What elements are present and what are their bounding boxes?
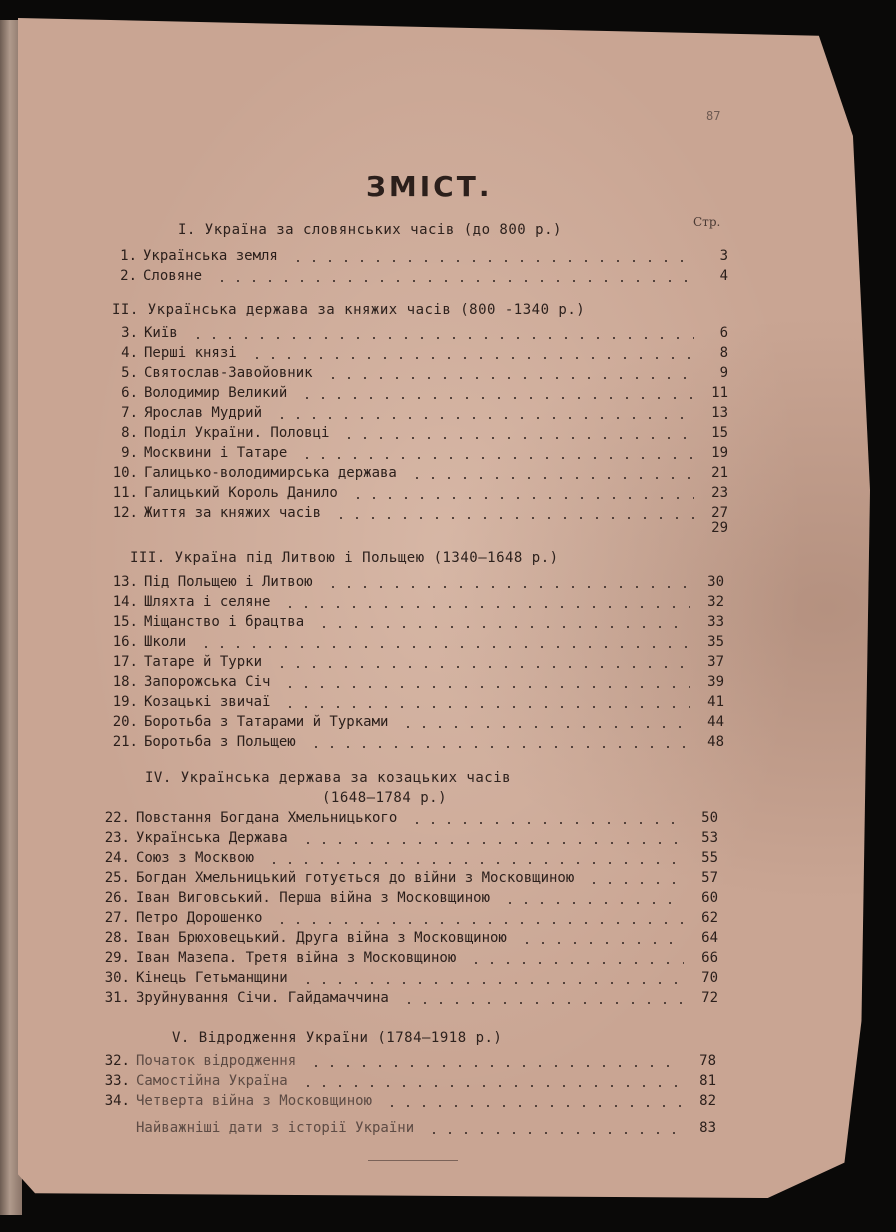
toc-entry[interactable] xyxy=(112,365,728,383)
dot-leader xyxy=(299,457,694,459)
entry-title: Богдан Хмельницький готується до війни з Московщиною xyxy=(136,870,575,886)
section-heading: III. Україна під Литвою і Польщею (1340—1648 р.) xyxy=(130,550,559,566)
entry-page: 60 xyxy=(701,890,718,906)
entry-title: Святослав-Завойовник xyxy=(144,365,313,381)
entry-number: 15. xyxy=(112,614,138,630)
entry-number: 18. xyxy=(112,674,138,690)
entry-page: 78 xyxy=(699,1053,716,1069)
toc-entry[interactable] xyxy=(104,1093,716,1111)
entry-title: Міщанство і брацтва xyxy=(144,614,305,630)
dot-leader xyxy=(308,746,690,748)
entry-title: Боротьба з Татарами й Турками xyxy=(144,714,389,730)
entry-number: 13. xyxy=(112,574,138,590)
entry-title: Шляхта і селяне xyxy=(144,594,271,610)
entry-page: 37 xyxy=(707,654,724,670)
toc-entry[interactable] xyxy=(112,714,724,732)
entry-title: Життя за княжих часів xyxy=(144,505,322,521)
dot-leader xyxy=(502,902,684,904)
entry-number: 2. xyxy=(120,268,137,284)
entry-number: 29. xyxy=(104,950,130,966)
entry-page: 55 xyxy=(701,850,718,866)
section-heading: I. Україна за словянських часів (до 800 р.) xyxy=(178,222,562,238)
entry-title: Володимир Великий xyxy=(144,385,288,401)
toc-entry[interactable] xyxy=(104,810,718,828)
entry-number: 23. xyxy=(104,830,130,846)
dot-leader xyxy=(409,477,694,479)
dot-leader xyxy=(299,397,694,399)
toc-entry[interactable] xyxy=(104,950,718,968)
toc-entry[interactable] xyxy=(115,268,728,286)
section-heading: V. Відродження України (1784—1918 р.) xyxy=(172,1030,503,1046)
entry-number: 30. xyxy=(104,970,130,986)
entry-page: 48 xyxy=(707,734,724,750)
entry-number: 8. xyxy=(121,425,138,441)
entry-page: 53 xyxy=(701,830,718,846)
entry-number: 16. xyxy=(112,634,138,650)
toc-entry[interactable] xyxy=(112,594,724,612)
dot-leader xyxy=(308,1065,682,1067)
entry-number: 19. xyxy=(112,694,138,710)
page-number: 87 xyxy=(706,109,721,123)
entry-page: 4 xyxy=(719,268,728,284)
entry-page: 82 xyxy=(699,1093,716,1109)
dot-leader xyxy=(468,962,684,964)
toc-entry[interactable] xyxy=(104,990,718,1008)
dot-leader xyxy=(350,497,694,499)
entry-page: 44 xyxy=(707,714,724,730)
dot-leader xyxy=(282,706,690,708)
entry-page: 6 xyxy=(719,325,728,341)
entry-title: Перші князі xyxy=(144,345,237,361)
dot-leader xyxy=(333,517,694,519)
entry-number: 28. xyxy=(104,930,130,946)
entry-title: Самостійна Україна xyxy=(136,1073,288,1089)
entry-title: Українська Держава xyxy=(136,830,288,846)
entry-page: 57 xyxy=(701,870,718,886)
dot-leader xyxy=(401,1002,684,1004)
dot-leader xyxy=(274,922,684,924)
entry-title: Ярослав Мудрий xyxy=(144,405,263,421)
toc-entry[interactable] xyxy=(104,830,718,848)
entry-title: Галицький Король Данило xyxy=(144,485,338,501)
entry-title: Боротьба з Польщею xyxy=(144,734,296,750)
entry-number: 9. xyxy=(121,445,138,461)
entry-page: 70 xyxy=(701,970,718,986)
entry-page: 81 xyxy=(699,1073,716,1089)
section-heading-dates: (1648—1784 р.) xyxy=(322,790,448,806)
toc-entry[interactable] xyxy=(112,574,724,592)
section-heading: IV. Українська держава за козацьких часів xyxy=(145,770,512,786)
dot-leader xyxy=(300,1085,682,1087)
toc-entry[interactable] xyxy=(112,654,724,672)
entry-title: Словяне xyxy=(143,268,203,284)
entry-number: 6. xyxy=(121,385,138,401)
entry-page: 9 xyxy=(719,365,728,381)
entry-title: Москвини і Татаре xyxy=(144,445,288,461)
entry-title: Київ xyxy=(144,325,178,341)
entry-number: 1. xyxy=(120,248,137,264)
toc-entry[interactable] xyxy=(104,970,718,988)
toc-entry[interactable] xyxy=(112,614,724,632)
entry-number: 4. xyxy=(121,345,138,361)
entry-number: 20. xyxy=(112,714,138,730)
dot-leader xyxy=(586,882,684,884)
entry-number: 21. xyxy=(112,734,138,750)
entry-page: 29 xyxy=(711,520,728,536)
entry-page-extra xyxy=(688,520,728,538)
dot-leader xyxy=(316,626,690,628)
dot-leader xyxy=(400,726,690,728)
toc-entry[interactable] xyxy=(112,505,728,523)
dot-leader xyxy=(198,646,690,648)
entry-title: Іван Виговський. Перша війна з Московщиною xyxy=(136,890,491,906)
toc-entry[interactable] xyxy=(112,734,724,752)
entry-page: 50 xyxy=(701,810,718,826)
entry-page: 21 xyxy=(711,465,728,481)
entry-number: 26. xyxy=(104,890,130,906)
entry-number: 17. xyxy=(112,654,138,670)
entry-page: 11 xyxy=(711,385,728,401)
entry-page: 23 xyxy=(711,485,728,501)
entry-number: 11. xyxy=(112,485,138,501)
entry-title: Галицько-володимирська держава xyxy=(144,465,397,481)
dot-leader xyxy=(190,337,694,339)
entry-page: 62 xyxy=(701,910,718,926)
entry-number: 5. xyxy=(121,365,138,381)
entry-number: 33. xyxy=(104,1073,130,1089)
toc-entry[interactable] xyxy=(104,910,718,928)
entry-page: 3 xyxy=(719,248,728,264)
entry-title: Найважніші дати з історії України xyxy=(136,1120,415,1136)
toc-entry[interactable] xyxy=(112,325,728,343)
entry-number: 27. xyxy=(104,910,130,926)
dot-leader xyxy=(300,842,684,844)
toc-entry[interactable] xyxy=(104,930,718,948)
toc-entry[interactable] xyxy=(112,345,728,363)
toc-entry[interactable] xyxy=(115,248,728,266)
entry-page: 41 xyxy=(707,694,724,710)
entry-title: Українська земля xyxy=(143,248,278,264)
entry-title: Козацькі звичаї xyxy=(144,694,271,710)
entry-number: 3. xyxy=(121,325,138,341)
dot-leader xyxy=(341,437,694,439)
dot-leader xyxy=(282,686,690,688)
toc-entry[interactable] xyxy=(104,1053,716,1071)
entry-title: Запорожська Січ xyxy=(144,674,271,690)
toc-entry[interactable] xyxy=(112,674,724,692)
entry-number: 34. xyxy=(104,1093,130,1109)
entry-title: Під Польщею і Литвою xyxy=(144,574,313,590)
entry-page: 66 xyxy=(701,950,718,966)
entry-title: Іван Брюховецький. Друга війна з Московщиною xyxy=(136,930,507,946)
entry-number: 22. xyxy=(104,810,130,826)
entry-number: 12. xyxy=(112,505,138,521)
dot-leader xyxy=(282,606,690,608)
toc-entry[interactable] xyxy=(112,425,728,443)
toc-entry[interactable] xyxy=(104,1120,716,1138)
dot-leader xyxy=(325,377,694,379)
entry-page: 19 xyxy=(711,445,728,461)
entry-page: 72 xyxy=(701,990,718,1006)
entry-number: 25. xyxy=(104,870,130,886)
dot-leader xyxy=(266,862,684,864)
toc-entry[interactable] xyxy=(104,1073,716,1091)
entry-number: 31. xyxy=(104,990,130,1006)
page-title: ЗМІСТ. xyxy=(366,170,493,203)
entry-title: Петро Дорошенко xyxy=(136,910,263,926)
entry-title: Татаре й Турки xyxy=(144,654,263,670)
entry-number: 7. xyxy=(121,405,138,421)
toc-entry[interactable] xyxy=(112,445,728,463)
entry-title: Четверта війна з Московщиною xyxy=(136,1093,373,1109)
entry-page: 35 xyxy=(707,634,724,650)
entry-number: 32. xyxy=(104,1053,130,1069)
dot-leader xyxy=(249,357,694,359)
entry-page: 32 xyxy=(707,594,724,610)
dot-leader xyxy=(274,666,690,668)
entry-title: Кінець Гетьманщини xyxy=(136,970,288,986)
toc-entry[interactable] xyxy=(112,405,728,423)
entry-title: Союз з Москвою xyxy=(136,850,255,866)
entry-page: 8 xyxy=(719,345,728,361)
closing-rule xyxy=(368,1160,458,1161)
dot-leader xyxy=(409,822,684,824)
section-heading: II. Українська держава за княжих часів (800 -1340 р.) xyxy=(112,302,586,318)
entry-page: 27 xyxy=(711,505,728,521)
toc-entry[interactable] xyxy=(104,850,718,868)
entry-page: 33 xyxy=(707,614,724,630)
dot-leader xyxy=(426,1132,682,1134)
entry-number: 24. xyxy=(104,850,130,866)
entry-title: Повстання Богдана Хмельницького xyxy=(136,810,398,826)
toc-entry[interactable] xyxy=(104,870,718,888)
toc-entry[interactable] xyxy=(104,890,718,908)
entry-page: 83 xyxy=(699,1120,716,1136)
entry-number: 10. xyxy=(112,465,138,481)
entry-title: Школи xyxy=(144,634,187,650)
entry-title: Іван Мазепа. Третя війна з Московщиною xyxy=(136,950,457,966)
toc-entry[interactable] xyxy=(112,385,728,403)
entry-page: 64 xyxy=(701,930,718,946)
entry-page: 30 xyxy=(707,574,724,590)
dot-leader xyxy=(300,982,684,984)
dot-leader xyxy=(274,417,694,419)
entry-number: 14. xyxy=(112,594,138,610)
dot-leader xyxy=(290,260,694,262)
toc-entry[interactable] xyxy=(112,465,728,483)
toc-entry[interactable] xyxy=(112,694,724,712)
dot-leader xyxy=(384,1105,682,1107)
dot-leader xyxy=(519,942,684,944)
entry-page: 39 xyxy=(707,674,724,690)
entry-title: Початок відродження xyxy=(136,1053,297,1069)
page-column-header: Стр. xyxy=(693,215,721,229)
dot-leader xyxy=(325,586,690,588)
dot-leader xyxy=(214,280,694,282)
entry-page: 13 xyxy=(711,405,728,421)
entry-title: Зруйнування Січи. Гайдамаччина xyxy=(136,990,389,1006)
entry-title: Поділ України. Половці xyxy=(144,425,330,441)
toc-entry[interactable] xyxy=(112,485,728,503)
toc-entry[interactable] xyxy=(112,634,724,652)
entry-page: 15 xyxy=(711,425,728,441)
